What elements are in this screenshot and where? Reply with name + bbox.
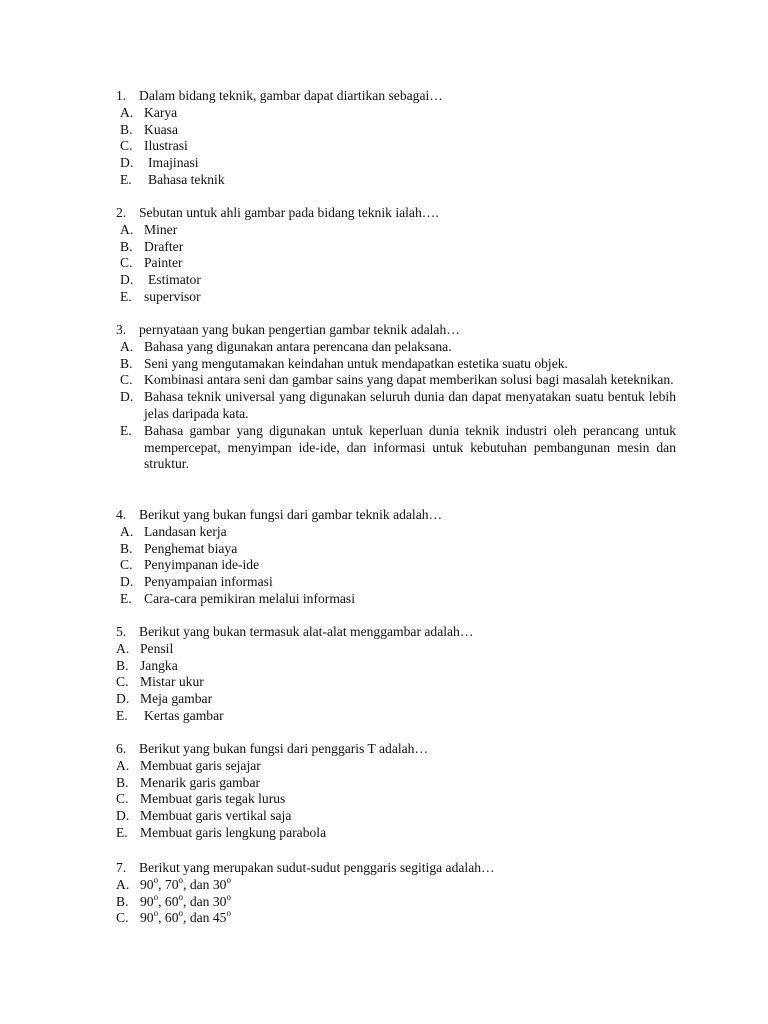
option-letter: A. (120, 221, 134, 237)
option-a (116, 339, 676, 356)
option-letter: A. (120, 104, 134, 120)
question-6 (116, 741, 676, 842)
option-text: Seni yang mengutamakan keindahan untuk mendapatkan estetika suatu objek. (144, 355, 568, 371)
option-text: Ilustrasi (144, 138, 188, 154)
option-b (116, 658, 676, 675)
degree-symbol: o (226, 874, 231, 885)
option-letter: E. (120, 590, 132, 606)
option-letter: B. (120, 540, 133, 556)
option-text: Bahasa teknik (148, 171, 225, 187)
option-text: Penyimpanan ide-ide (144, 557, 260, 573)
option-letter: C. (116, 791, 129, 807)
option-text: Mistar ukur (140, 674, 204, 690)
option-letter: A. (116, 757, 130, 773)
option-c (116, 674, 676, 691)
option-a (116, 641, 676, 658)
option-letter: C. (120, 557, 133, 573)
option-letter: C. (116, 910, 129, 926)
option-letter: E. (120, 288, 132, 304)
option-letter: B. (120, 355, 133, 371)
option-letter: D. (120, 272, 134, 288)
option-b (116, 541, 676, 558)
option-text: Miner (144, 221, 178, 237)
option-letter: B. (116, 893, 129, 909)
option-letter: A. (120, 523, 134, 539)
separator: , (158, 910, 162, 926)
option-text (116, 874, 676, 894)
option-letter: B. (120, 238, 133, 254)
question-number: 4. (116, 507, 127, 522)
option-text: Jangka (140, 657, 178, 673)
option-a (116, 758, 676, 775)
option-d (116, 574, 676, 591)
question-text: Sebutan untuk ahli gambar pada bidang teknik ialah…. (139, 205, 439, 220)
option-text: Painter (144, 255, 183, 271)
option-text: Bahasa yang digunakan antara perencana dan pelaksana. (144, 338, 452, 354)
option-e (116, 708, 676, 725)
angle-value: 30 (212, 876, 227, 892)
option-letter: D. (120, 155, 134, 171)
option-e (116, 591, 676, 608)
option-text (116, 910, 676, 927)
option-text: Drafter (144, 238, 184, 254)
option-letter: C. (120, 138, 133, 154)
option-letter: D. (116, 691, 130, 707)
degree-symbol: o (178, 891, 183, 902)
angle-value: 45 (212, 910, 227, 926)
question-text: pernyataan yang bukan pengertian gambar teknik adalah… (139, 322, 460, 337)
angle-value: 60 (164, 893, 179, 909)
option-text: Membuat garis tegak lurus (140, 791, 286, 807)
option-c (116, 138, 676, 155)
option-d (116, 691, 676, 708)
option-d (116, 389, 676, 423)
question-3 (116, 322, 676, 473)
option-e (116, 423, 676, 473)
degree-symbol: o (178, 908, 183, 919)
question-2 (116, 205, 676, 306)
option-text: Menarik garis gambar (140, 774, 261, 790)
question-text: Berikut yang merupakan sudut-sudut penggaris segitiga adalah… (139, 860, 495, 875)
option-a (116, 874, 676, 894)
option-text: Karya (144, 104, 178, 120)
question-4 (116, 507, 676, 608)
option-d (116, 155, 676, 172)
degree-symbol: o (153, 908, 159, 919)
option-a (116, 524, 676, 541)
joiner: dan (189, 910, 210, 926)
option-text: supervisor (144, 288, 201, 304)
option-letter: B. (120, 121, 133, 137)
option-letter: E. (120, 422, 132, 438)
question-7 (116, 860, 676, 927)
option-c (116, 791, 676, 808)
option-text: Membuat garis lengkung parabola (140, 824, 327, 840)
option-text: Bahasa teknik universal yang digunakan seluruh dunia dan dapat menyatakan suatu bentuk lebih jelas daripada kata. (144, 389, 676, 421)
question-number: 1. (116, 88, 127, 103)
option-letter: B. (116, 657, 129, 673)
question-number: 3. (116, 322, 127, 337)
separator: , (183, 893, 187, 909)
option-text: Imajinasi (148, 155, 199, 171)
separator: , (158, 893, 162, 909)
option-c (116, 372, 676, 389)
option-b (116, 239, 676, 256)
angle-value: 60 (164, 910, 179, 926)
option-c (116, 255, 676, 272)
question-stem (116, 624, 676, 641)
option-letter: D. (120, 389, 134, 405)
option-text: Cara-cara pemikiran melalui informasi (144, 590, 355, 606)
option-e (116, 289, 676, 306)
option-c (116, 910, 676, 927)
option-a (116, 105, 676, 122)
degree-symbol: o (153, 891, 159, 902)
question-number: 2. (116, 205, 127, 220)
option-d (116, 808, 676, 825)
question-stem (116, 322, 676, 339)
option-e (116, 172, 676, 189)
option-text: Penghemat biaya (144, 540, 238, 556)
option-letter: E. (120, 171, 132, 187)
option-b (116, 891, 676, 911)
option-text: Landasan kerja (144, 523, 227, 539)
option-text: Penyampaian informasi (144, 574, 273, 590)
option-letter: E. (116, 707, 128, 723)
option-e (116, 825, 676, 842)
question-number: 7. (116, 860, 127, 875)
angle-value: 90 (140, 876, 154, 892)
degree-symbol: o (226, 891, 231, 902)
option-a (116, 222, 676, 239)
option-text: Estimator (148, 272, 201, 288)
option-letter: A. (116, 876, 130, 892)
question-5 (116, 624, 676, 725)
option-letter: B. (116, 774, 129, 790)
question-text: Dalam bidang teknik, gambar dapat diartikan sebagai… (139, 88, 443, 103)
question-stem (116, 205, 676, 222)
option-letter: A. (116, 640, 130, 656)
angle-value: 30 (212, 893, 227, 909)
option-letter: E. (116, 824, 128, 840)
degree-symbol: o (178, 874, 183, 885)
angle-value: 90 (140, 910, 154, 926)
angle-value: 70 (164, 876, 179, 892)
option-text: Kuasa (144, 121, 178, 137)
degree-symbol: o (153, 874, 159, 885)
option-text (116, 891, 676, 911)
question-number: 5. (116, 624, 127, 639)
option-text: Kertas gambar (144, 707, 224, 723)
option-text: Meja gambar (140, 691, 213, 707)
joiner: dan (189, 876, 210, 892)
option-letter: D. (120, 574, 134, 590)
option-letter: C. (120, 255, 133, 271)
option-letter: D. (116, 808, 130, 824)
separator: , (158, 876, 162, 892)
option-d (116, 272, 676, 289)
question-stem (116, 860, 676, 877)
option-letter: A. (120, 338, 134, 354)
option-text: Bahasa gambar yang digunakan untuk keperluan dunia teknik industri oleh perancang untuk mempercepat, menyimpan ide-ide, dan informasi untuk kebutuhan pembangunan mesin dan struktur. (144, 422, 676, 472)
degree-symbol: o (226, 908, 231, 919)
option-c (116, 557, 676, 574)
question-stem (116, 507, 676, 524)
question-stem (116, 88, 676, 105)
option-b (116, 122, 676, 139)
option-text: Pensil (140, 640, 174, 656)
separator: , (183, 876, 187, 892)
option-b (116, 775, 676, 792)
option-text: Membuat garis sejajar (140, 757, 261, 773)
question-text: Berikut yang bukan fungsi dari penggaris T adalah… (139, 741, 429, 756)
option-text: Membuat garis vertikal saja (140, 808, 292, 824)
option-letter: C. (120, 372, 133, 388)
question-text: Berikut yang bukan termasuk alat-alat menggambar adalah… (139, 624, 474, 639)
option-text: Kombinasi antara seni dan gambar sains yang dapat memberikan solusi bagi masalah keteknikan. (144, 372, 674, 388)
option-letter: C. (116, 674, 129, 690)
separator: , (183, 910, 187, 926)
joiner: dan (189, 893, 210, 909)
option-b (116, 356, 676, 373)
question-1 (116, 88, 676, 189)
question-stem (116, 741, 676, 758)
question-number: 6. (116, 741, 127, 756)
angle-value: 90 (140, 893, 154, 909)
question-text: Berikut yang bukan fungsi dari gambar teknik adalah… (139, 507, 443, 522)
